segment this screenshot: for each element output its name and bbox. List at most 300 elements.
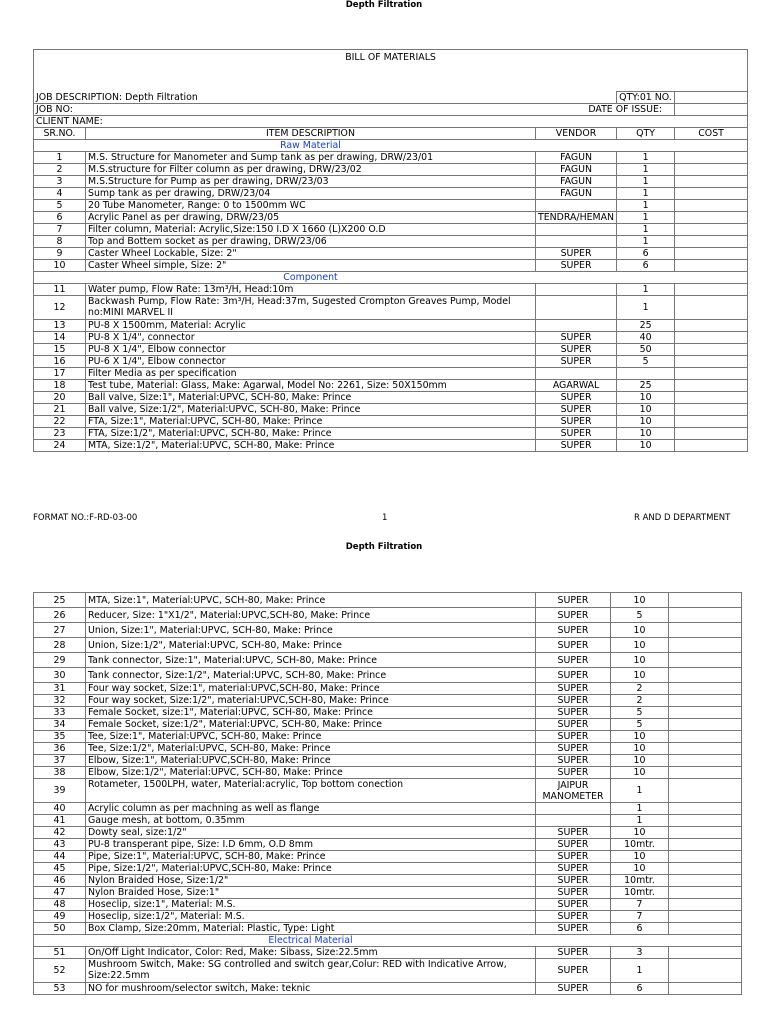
- job-description: JOB DESCRIPTION: Depth Filtration: [34, 92, 536, 104]
- sr-no-cell: 8: [34, 236, 86, 248]
- qty-cell: 1: [617, 284, 675, 296]
- cost-cell: [669, 947, 742, 959]
- cost-cell: [675, 260, 748, 272]
- sr-no-cell: 32: [34, 695, 86, 707]
- table-row: [34, 296, 748, 320]
- qty-cell: 7: [611, 911, 669, 923]
- qty-cell: 10: [611, 755, 669, 767]
- sr-no-cell: 45: [34, 863, 86, 875]
- cost-cell: [669, 851, 742, 863]
- sr-no-cell: 11: [34, 284, 86, 296]
- qty-cell: 10: [611, 743, 669, 755]
- vendor-cell: [536, 320, 617, 332]
- sr-no-cell: 3: [34, 176, 86, 188]
- qty-cell: 1: [617, 188, 675, 200]
- cost-cell: [669, 707, 742, 719]
- cost-cell: [675, 320, 748, 332]
- client-name: CLIENT NAME:: [34, 116, 748, 128]
- cost-cell: [675, 224, 748, 236]
- sr-no-cell: 17: [34, 368, 86, 380]
- sr-no-cell: 50: [34, 923, 86, 935]
- cost-cell: [675, 380, 748, 392]
- item-description-cell: Caster Wheel simple, Size: 2": [86, 260, 536, 272]
- qty-cell: 1: [617, 296, 675, 320]
- item-description-cell: Filter column, Material: Acrylic,Size:150 I.D X 1660 (L)X200 O.D: [86, 224, 536, 236]
- item-description-cell: Box Clamp, Size:20mm, Material: Plastic, Type: Light: [86, 923, 536, 935]
- sr-no-cell: 1: [34, 152, 86, 164]
- qty-cell: 1: [611, 959, 669, 983]
- item-description-cell: Top and Bottem socket as per drawing, DRW/23/06: [86, 236, 536, 248]
- table-row: [34, 200, 748, 212]
- cost-cell: [669, 923, 742, 935]
- qty-cell: 1: [617, 200, 675, 212]
- cost-cell: [675, 368, 748, 380]
- vendor-cell: SUPER: [536, 947, 611, 959]
- vendor-cell: SUPER: [536, 875, 611, 887]
- sr-no-cell: 15: [34, 344, 86, 356]
- item-description-cell: Union, Size:1", Material:UPVC, SCH-80, Make: Prince: [86, 623, 536, 638]
- vendor-cell: [536, 224, 617, 236]
- item-description-cell: Test tube, Material: Glass, Make: Agarwal, Model No: 2261, Size: 50X150mm: [86, 380, 536, 392]
- item-description-cell: Elbow, Size:1/2", Material:UPVC, SCH-80, Make: Prince: [86, 767, 536, 779]
- item-description-cell: Caster Wheel Lockable, Size: 2": [86, 248, 536, 260]
- item-description-cell: Union, Size:1/2", Material:UPVC, SCH-80, Make: Prince: [86, 638, 536, 653]
- job-no: JOB NO:: [34, 104, 536, 116]
- cost-cell: [669, 827, 742, 839]
- cost-cell: [675, 392, 748, 404]
- sr-no-cell: 27: [34, 623, 86, 638]
- cost-cell: [669, 911, 742, 923]
- cost-cell: [675, 236, 748, 248]
- item-description-cell: Acrylic column as per machning as well as flange: [86, 803, 536, 815]
- item-description-cell: Gauge mesh, at bottom, 0.35mm: [86, 815, 536, 827]
- item-description-cell: Nylon Braided Hose, Size:1/2": [86, 875, 536, 887]
- sr-no-cell: 12: [34, 296, 86, 320]
- vendor-cell: FAGUN: [536, 188, 617, 200]
- cost-cell: [675, 356, 748, 368]
- item-description-cell: M.S. Structure for Manometer and Sump tank as per drawing, DRW/23/01: [86, 152, 536, 164]
- table-row: [34, 653, 742, 668]
- sr-no-cell: 16: [34, 356, 86, 368]
- item-description-cell: NO for mushroom/selector switch, Make: teknic: [86, 983, 536, 995]
- table-row: [34, 695, 742, 707]
- qty-cell: 1: [617, 224, 675, 236]
- table-row: [34, 755, 742, 767]
- table-row: [34, 959, 742, 983]
- qty-cell: 1: [611, 815, 669, 827]
- sr-no-cell: 47: [34, 887, 86, 899]
- item-description-cell: FTA, Size:1", Material:UPVC, SCH-80, Make: Prince: [86, 416, 536, 428]
- vendor-cell: [536, 296, 617, 320]
- sr-no-cell: 5: [34, 200, 86, 212]
- qty-cell: 50: [617, 344, 675, 356]
- table-row: [34, 899, 742, 911]
- vendor-cell: SUPER: [536, 827, 611, 839]
- qty-cell: 10: [611, 593, 669, 608]
- cost-cell: [669, 719, 742, 731]
- cost-cell: [669, 755, 742, 767]
- qty-cell: 10: [611, 827, 669, 839]
- vendor-cell: SUPER: [536, 863, 611, 875]
- qty-cell: 3: [611, 947, 669, 959]
- vendor-cell: SUPER: [536, 899, 611, 911]
- vendor-cell: [536, 284, 617, 296]
- table-row: [34, 344, 748, 356]
- cost-cell: [669, 731, 742, 743]
- table-row: [34, 332, 748, 344]
- sr-no-cell: 31: [34, 683, 86, 695]
- qty-cell: 1: [611, 779, 669, 803]
- table-row: [34, 236, 748, 248]
- sr-no-cell: 33: [34, 707, 86, 719]
- item-description-cell: PU-8 transperant pipe, Size: I.D 6mm, O.D 8mm: [86, 839, 536, 851]
- item-description-cell: Pipe, Size:1", Material:UPVC, SCH-80, Make: Prince: [86, 851, 536, 863]
- vendor-cell: SUPER: [536, 959, 611, 983]
- cost-cell: [669, 593, 742, 608]
- vendor-cell: SUPER: [536, 695, 611, 707]
- cost-cell: [669, 695, 742, 707]
- vendor-cell: SUPER: [536, 731, 611, 743]
- vendor-cell: SUPER: [536, 356, 617, 368]
- qty-cell: 10: [611, 767, 669, 779]
- item-description-cell: Mushroom Switch, Make: SG controlled and switch gear,Colur: RED with Indicative Arrow, Size:22.5mm: [86, 959, 536, 983]
- cost-cell: [669, 863, 742, 875]
- department: R AND D DEPARTMENT: [634, 513, 731, 523]
- item-description-cell: M.S.Structure for Pump as per drawing, DRW/23/03: [86, 176, 536, 188]
- table-row: [34, 404, 748, 416]
- cost-cell: [669, 653, 742, 668]
- vendor-cell: SUPER: [536, 248, 617, 260]
- qty-label: QTY:01 NO.: [617, 92, 675, 104]
- sr-no-cell: 7: [34, 224, 86, 236]
- vendor-cell: SUPER: [536, 404, 617, 416]
- item-description-cell: On/Off Light Indicator, Color: Red, Make: Sibass, Size:22.5mm: [86, 947, 536, 959]
- table-row: [34, 440, 748, 452]
- vendor-cell: SUPER: [536, 593, 611, 608]
- qty-cell: 25: [617, 380, 675, 392]
- item-description-cell: Dowty seal, size:1/2": [86, 827, 536, 839]
- cost-cell: [675, 188, 748, 200]
- item-description-cell: Nylon Braided Hose, Size:1": [86, 887, 536, 899]
- qty-cell: 40: [617, 332, 675, 344]
- vendor-cell: SUPER: [536, 440, 617, 452]
- cost-cell: [675, 200, 748, 212]
- qty-cell: 10: [611, 731, 669, 743]
- sr-no-cell: 42: [34, 827, 86, 839]
- vendor-cell: SUPER: [536, 608, 611, 623]
- section-component: [34, 272, 748, 284]
- sr-no-cell: 39: [34, 779, 86, 803]
- sr-no-cell: 21: [34, 404, 86, 416]
- sr-no-cell: 40: [34, 803, 86, 815]
- vendor-cell: FAGUN: [536, 164, 617, 176]
- cost-cell: [669, 608, 742, 623]
- section-raw-material-label: Raw Material: [86, 140, 536, 152]
- section-component-label: Component: [86, 272, 536, 284]
- col-srno: SR.NO.: [34, 128, 86, 140]
- section-raw-material: [34, 140, 748, 152]
- qty-cell: [617, 368, 675, 380]
- bom-title: BILL OF MATERIALS: [34, 50, 748, 92]
- table-row: [34, 767, 742, 779]
- sr-no-cell: 13: [34, 320, 86, 332]
- table-row: [34, 623, 742, 638]
- table-row: [34, 779, 742, 803]
- cost-cell: [669, 899, 742, 911]
- table-row: [34, 683, 742, 695]
- sr-no-cell: 43: [34, 839, 86, 851]
- vendor-cell: SUPER: [536, 653, 611, 668]
- col-qty: QTY: [617, 128, 675, 140]
- item-description-cell: Female Socket, size:1/2", Material:UPVC, SCH-80, Make: Prince: [86, 719, 536, 731]
- vendor-cell: SUPER: [536, 707, 611, 719]
- vendor-cell: SUPER: [536, 911, 611, 923]
- qty-cell: 5: [611, 707, 669, 719]
- section-electrical-material-label: Electrical Material: [86, 935, 536, 947]
- cost-cell: [675, 152, 748, 164]
- cost-cell: [675, 332, 748, 344]
- table-row: [34, 368, 748, 380]
- qty-cell: 10: [617, 404, 675, 416]
- vendor-cell: SUPER: [536, 767, 611, 779]
- table-row: [34, 152, 748, 164]
- vendor-cell: SUPER: [536, 260, 617, 272]
- table-row: [34, 392, 748, 404]
- qty-cell: 10: [617, 416, 675, 428]
- vendor-cell: SUPER: [536, 344, 617, 356]
- sr-no-cell: 4: [34, 188, 86, 200]
- col-item-description: ITEM DESCRIPTION: [86, 128, 536, 140]
- table-row: [34, 863, 742, 875]
- date-of-issue: DATE OF ISSUE:: [536, 104, 675, 116]
- table-row: [34, 839, 742, 851]
- page-number: 1: [382, 513, 388, 523]
- sr-no-cell: 38: [34, 767, 86, 779]
- qty-cell: 2: [611, 683, 669, 695]
- table-row: [34, 851, 742, 863]
- table-row: [34, 176, 748, 188]
- item-description-cell: Four way socket, Size:1/2", material:UPVC,SCH-80, Make: Prince: [86, 695, 536, 707]
- item-description-cell: Tee, Size:1/2", Material:UPVC, SCH-80, Make: Prince: [86, 743, 536, 755]
- qty-cell: 7: [611, 899, 669, 911]
- page-header-2: Depth Filtration: [345, 542, 423, 552]
- qty-cell: 2: [611, 695, 669, 707]
- sr-no-cell: 35: [34, 731, 86, 743]
- sr-no-cell: 25: [34, 593, 86, 608]
- vendor-cell: [536, 236, 617, 248]
- vendor-cell: [536, 200, 617, 212]
- cost-cell: [675, 212, 748, 224]
- cost-cell: [669, 767, 742, 779]
- col-cost: COST: [675, 128, 748, 140]
- table-row: [34, 224, 748, 236]
- vendor-cell: SUPER: [536, 683, 611, 695]
- item-description-cell: PU-8 X 1500mm, Material: Acrylic: [86, 320, 536, 332]
- qty-cell: 6: [611, 983, 669, 995]
- item-description-cell: Water pump, Flow Rate: 13m³/H, Head:10m: [86, 284, 536, 296]
- table-row: [34, 164, 748, 176]
- table-row: [34, 887, 742, 899]
- qty-cell: 10mtr.: [611, 887, 669, 899]
- bom-table-page-2: [33, 592, 742, 995]
- item-description-cell: Ball valve, Size:1/2", Material:UPVC, SCH-80, Make: Prince: [86, 404, 536, 416]
- qty-cell: 5: [611, 719, 669, 731]
- item-description-cell: PU-6 X 1/4", Elbow connector: [86, 356, 536, 368]
- item-description-cell: Filter Media as per specification: [86, 368, 536, 380]
- vendor-cell: SUPER: [536, 923, 611, 935]
- sr-no-cell: 52: [34, 959, 86, 983]
- vendor-cell: SUPER: [536, 428, 617, 440]
- page-header: Depth Filtration: [345, 0, 423, 10]
- qty-cell: 10: [617, 440, 675, 452]
- vendor-cell: [536, 815, 611, 827]
- table-row: [34, 911, 742, 923]
- qty-cell: 1: [617, 212, 675, 224]
- sr-no-cell: 6: [34, 212, 86, 224]
- vendor-cell: SUPER: [536, 887, 611, 899]
- vendor-cell: SUPER: [536, 983, 611, 995]
- vendor-cell: TENDRA/HEMAN: [536, 212, 617, 224]
- qty-cell: 10: [611, 653, 669, 668]
- qty-cell: 1: [617, 236, 675, 248]
- vendor-cell: [536, 368, 617, 380]
- format-number: FORMAT NO.:F-RD-03-00: [33, 513, 138, 523]
- cost-cell: [675, 344, 748, 356]
- qty-cell: 1: [617, 152, 675, 164]
- cost-cell: [675, 428, 748, 440]
- table-row: [34, 719, 742, 731]
- cost-cell: [669, 815, 742, 827]
- sr-no-cell: 51: [34, 947, 86, 959]
- sr-no-cell: 28: [34, 638, 86, 653]
- cost-cell: [669, 983, 742, 995]
- cost-cell: [675, 296, 748, 320]
- item-description-cell: MTA, Size:1/2", Material:UPVC, SCH-80, Make: Prince: [86, 440, 536, 452]
- sr-no-cell: 44: [34, 851, 86, 863]
- qty-cell: 1: [617, 176, 675, 188]
- section-electrical-material: [34, 935, 742, 947]
- cost-cell: [669, 668, 742, 683]
- item-description-cell: Four way socket, Size:1", material:UPVC,SCH-80, Make: Prince: [86, 683, 536, 695]
- sr-no-cell: 20: [34, 392, 86, 404]
- table-row: [34, 428, 748, 440]
- sr-no-cell: 46: [34, 875, 86, 887]
- qty-cell: 6: [617, 248, 675, 260]
- sr-no-cell: 2: [34, 164, 86, 176]
- table-row: [34, 947, 742, 959]
- table-row: [34, 731, 742, 743]
- qty-cell: 10mtr.: [611, 839, 669, 851]
- item-description-cell: Rotameter, 1500LPH, water, Material:acrylic, Top bottom conection: [86, 779, 536, 803]
- vendor-cell: FAGUN: [536, 176, 617, 188]
- sr-no-cell: 9: [34, 248, 86, 260]
- item-description-cell: Backwash Pump, Flow Rate: 3m³/H, Head:37m, Sugested Crompton Greaves Pump, Model no:MINI MARVEL II: [86, 296, 536, 320]
- sr-no-cell: 36: [34, 743, 86, 755]
- qty-cell: 1: [617, 164, 675, 176]
- cost-cell: [675, 440, 748, 452]
- vendor-cell: SUPER: [536, 839, 611, 851]
- vendor-cell: JAIPUR MANOMETER: [536, 779, 611, 803]
- qty-cell: 25: [617, 320, 675, 332]
- sr-no-cell: 29: [34, 653, 86, 668]
- sr-no-cell: 22: [34, 416, 86, 428]
- table-row: [34, 593, 742, 608]
- qty-cell: 10: [611, 638, 669, 653]
- sr-no-cell: 10: [34, 260, 86, 272]
- sr-no-cell: 41: [34, 815, 86, 827]
- cost-cell: [669, 638, 742, 653]
- cost-cell: [669, 839, 742, 851]
- table-row: [34, 416, 748, 428]
- item-description-cell: Female Socket, size:1", Material:UPVC, SCH-80, Make: Prince: [86, 707, 536, 719]
- item-description-cell: Reducer, Size: 1"X1/2", Material:UPVC,SCH-80, Make: Prince: [86, 608, 536, 623]
- vendor-cell: SUPER: [536, 392, 617, 404]
- bom-table-page-1: [33, 49, 748, 452]
- table-row: [34, 743, 742, 755]
- vendor-cell: SUPER: [536, 668, 611, 683]
- item-description-cell: Tank connector, Size:1/2", Material:UPVC, SCH-80, Make: Prince: [86, 668, 536, 683]
- sr-no-cell: 14: [34, 332, 86, 344]
- vendor-cell: [536, 803, 611, 815]
- table-row: [34, 668, 742, 683]
- item-description-cell: M.S.structure for Filter column as per drawing, DRW/23/02: [86, 164, 536, 176]
- table-row: [34, 875, 742, 887]
- table-row: [34, 188, 748, 200]
- qty-cell: 6: [611, 923, 669, 935]
- cost-cell: [669, 959, 742, 983]
- vendor-cell: SUPER: [536, 719, 611, 731]
- table-row: [34, 356, 748, 368]
- sr-no-cell: 48: [34, 899, 86, 911]
- table-row: [34, 260, 748, 272]
- item-description-cell: Elbow, Size:1", Material:UPVC,SCH-80, Make: Prince: [86, 755, 536, 767]
- cost-cell: [669, 803, 742, 815]
- table-row: [34, 827, 742, 839]
- qty-cell: 10: [611, 623, 669, 638]
- sr-no-cell: 23: [34, 428, 86, 440]
- cost-cell: [669, 779, 742, 803]
- qty-cell: 10: [617, 428, 675, 440]
- cost-cell: [669, 743, 742, 755]
- vendor-cell: SUPER: [536, 623, 611, 638]
- qty-cell: 5: [611, 608, 669, 623]
- vendor-cell: SUPER: [536, 851, 611, 863]
- cost-cell: [675, 248, 748, 260]
- vendor-cell: SUPER: [536, 416, 617, 428]
- sr-no-cell: 34: [34, 719, 86, 731]
- sr-no-cell: 37: [34, 755, 86, 767]
- qty-cell: 1: [611, 803, 669, 815]
- qty-cell: 6: [617, 260, 675, 272]
- table-row: [34, 248, 748, 260]
- sr-no-cell: 24: [34, 440, 86, 452]
- qty-cell: 10: [617, 392, 675, 404]
- table-row: [34, 320, 748, 332]
- cost-cell: [669, 875, 742, 887]
- vendor-cell: SUPER: [536, 743, 611, 755]
- vendor-cell: AGARWAL: [536, 380, 617, 392]
- cost-cell: [675, 164, 748, 176]
- qty-cell: 10mtr.: [611, 875, 669, 887]
- table-row: [34, 815, 742, 827]
- item-description-cell: Acrylic Panel as per drawing, DRW/23/05: [86, 212, 536, 224]
- item-description-cell: Pipe, Size:1/2", Material:UPVC,SCH-80, Make: Prince: [86, 863, 536, 875]
- cost-cell: [675, 176, 748, 188]
- vendor-cell: SUPER: [536, 638, 611, 653]
- item-description-cell: MTA, Size:1", Material:UPVC, SCH-80, Make: Prince: [86, 593, 536, 608]
- item-description-cell: FTA, Size:1/2", Material:UPVC, SCH-80, Make: Prince: [86, 428, 536, 440]
- cost-cell: [675, 284, 748, 296]
